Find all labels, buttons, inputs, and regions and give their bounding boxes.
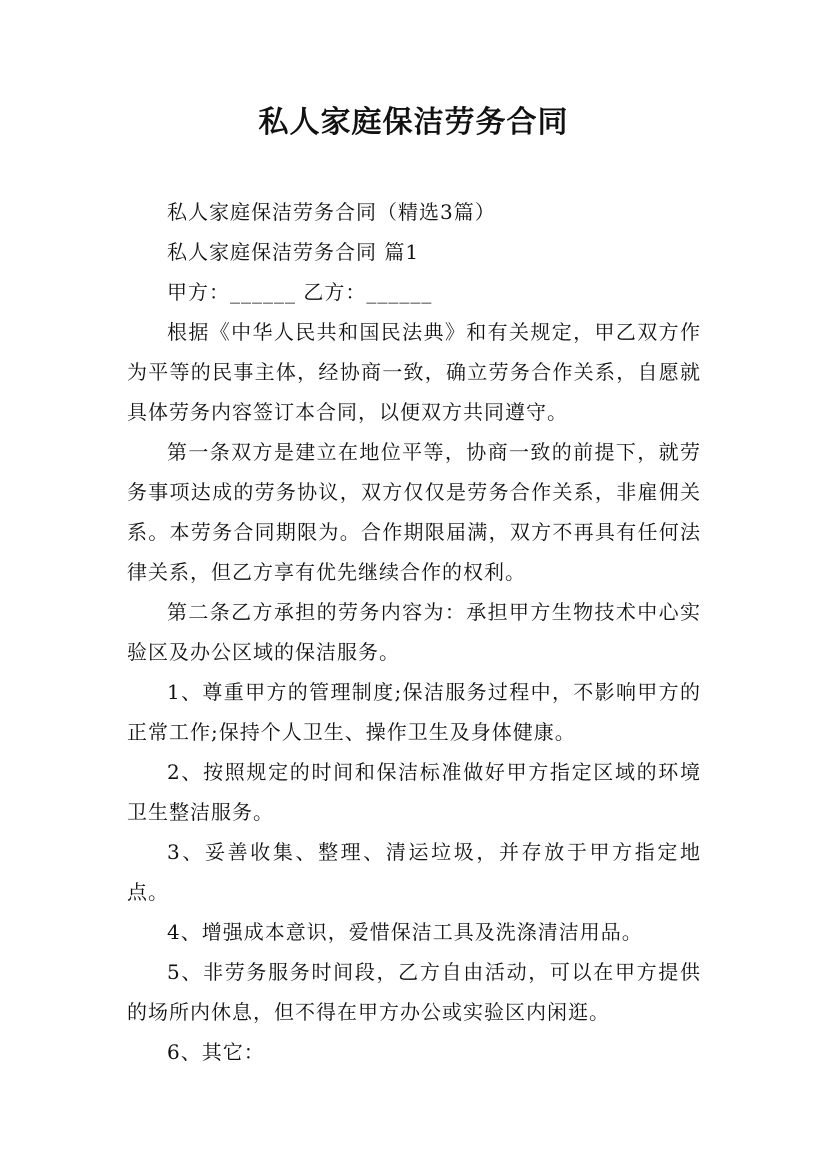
parties-line: 甲方：______ 乙方：______: [167, 280, 433, 304]
clause-6-paragraph: 6、其它：: [167, 1040, 265, 1064]
clause-3-paragraph: 3、妥善收集、整理、清运垃圾，并存放于甲方指定地点。: [127, 840, 701, 904]
subtitle-paragraph: 私人家庭保洁劳务合同（精选3篇）: [167, 200, 496, 224]
clause-1-paragraph: 1、尊重甲方的管理制度;保洁服务过程中，不影响甲方的正常工作;保持个人卫生、操作卫生及身体健康。: [127, 680, 701, 744]
document-title: 私人家庭保洁劳务合同: [258, 105, 569, 140]
clause-2-paragraph: 2、按照规定的时间和保洁标准做好甲方指定区域的环境卫生整洁服务。: [127, 760, 701, 824]
clause-5-paragraph: 5、非劳务服务时间段，乙方自由活动，可以在甲方提供的场所内休息，但不得在甲方办公或实验区内闲逛。: [127, 960, 701, 1024]
article-2-paragraph: 第二条乙方承担的劳务内容为：承担甲方生物技术中心实验区及办公区域的保洁服务。: [127, 600, 701, 664]
clause-4-paragraph: 4、增强成本意识，爱惜保洁工具及洗涤清洁用品。: [167, 920, 643, 944]
article-1-paragraph: 第一条双方是建立在地位平等，协商一致的前提下，就劳务事项达成的劳务协议，双方仅仅是劳务合作关系，非雇佣关系。本劳务合同期限为。合作期限届满，双方不再具有任何法律关系，但乙方享有优先继续合作的权利。: [127, 440, 701, 584]
preamble-paragraph: 根据《中华人民共和国民法典》和有关规定，甲乙双方作为平等的民事主体，经协商一致，确立劳务合作关系，自愿就具体劳务内容签订本合同，以便双方共同遵守。: [127, 320, 701, 424]
document-body: [127, 192, 701, 1072]
section-heading: 私人家庭保洁劳务合同 篇1: [167, 240, 420, 264]
